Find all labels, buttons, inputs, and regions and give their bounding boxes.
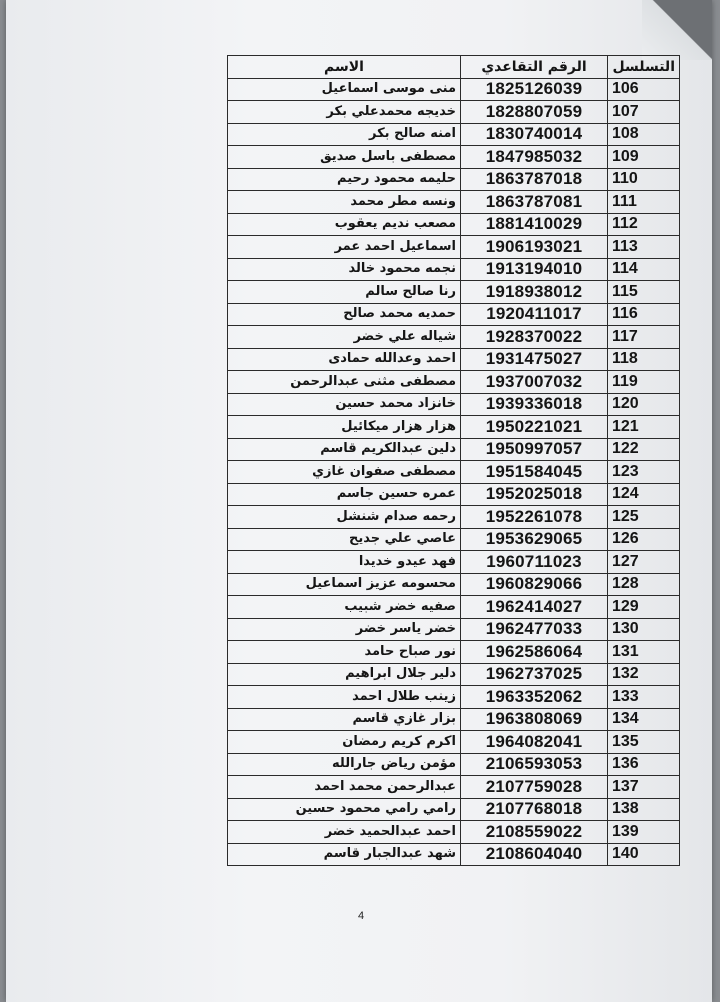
table-row bbox=[228, 596, 680, 619]
table-row bbox=[228, 708, 680, 731]
retirement-number-cell: 1952261078 bbox=[461, 506, 608, 529]
retirement-number-cell: 1962586064 bbox=[461, 641, 608, 664]
table-row bbox=[228, 686, 680, 709]
name-cell: عبدالرحمن محمد احمد bbox=[228, 776, 461, 799]
table-row bbox=[228, 618, 680, 641]
name-cell: اسماعيل احمد عمر bbox=[228, 236, 461, 259]
retirement-number-cell: 1950997057 bbox=[461, 438, 608, 461]
name-cell: رامي رامي محمود حسين bbox=[228, 798, 461, 821]
name-cell: صفيه خضر شبيب bbox=[228, 596, 461, 619]
name-cell: دلير جلال ابراهيم bbox=[228, 663, 461, 686]
retirement-number-cell: 1928370022 bbox=[461, 326, 608, 349]
retirement-number-cell: 1951584045 bbox=[461, 461, 608, 484]
retirement-number-cell: 1964082041 bbox=[461, 731, 608, 754]
table-row bbox=[228, 821, 680, 844]
serial-cell: 127 bbox=[608, 551, 680, 574]
name-cell: ونسه مطر محمد bbox=[228, 191, 461, 214]
header-name: الاسم bbox=[228, 56, 461, 79]
table-row bbox=[228, 213, 680, 236]
serial-cell: 112 bbox=[608, 213, 680, 236]
name-cell: منى موسى اسماعيل bbox=[228, 78, 461, 101]
name-cell: مصطفى باسل صديق bbox=[228, 146, 461, 169]
name-cell: مصطفى صفوان غازي bbox=[228, 461, 461, 484]
table-row bbox=[228, 506, 680, 529]
table-row bbox=[228, 798, 680, 821]
name-cell: خانزاد محمد حسين bbox=[228, 393, 461, 416]
name-cell: رحمه صدام شنشل bbox=[228, 506, 461, 529]
retirement-number-cell: 1950221021 bbox=[461, 416, 608, 439]
serial-cell: 122 bbox=[608, 438, 680, 461]
table-body bbox=[228, 78, 680, 866]
retirement-number-cell: 1918938012 bbox=[461, 281, 608, 304]
retirement-number-cell: 1952025018 bbox=[461, 483, 608, 506]
table-row bbox=[228, 303, 680, 326]
retirement-number-cell: 1906193021 bbox=[461, 236, 608, 259]
table-row bbox=[228, 416, 680, 439]
serial-cell: 128 bbox=[608, 573, 680, 596]
name-cell: نور صباح حامد bbox=[228, 641, 461, 664]
retirement-number-cell: 2107759028 bbox=[461, 776, 608, 799]
serial-cell: 125 bbox=[608, 506, 680, 529]
retirement-number-cell: 2106593053 bbox=[461, 753, 608, 776]
name-cell: مصطفى مثنى عبدالرحمن bbox=[228, 371, 461, 394]
retirement-number-cell: 1920411017 bbox=[461, 303, 608, 326]
table-row bbox=[228, 483, 680, 506]
serial-cell: 135 bbox=[608, 731, 680, 754]
table-row bbox=[228, 438, 680, 461]
page-corner-fold bbox=[642, 0, 712, 60]
table-row bbox=[228, 191, 680, 214]
serial-cell: 139 bbox=[608, 821, 680, 844]
name-cell: هزار هزار ميكائيل bbox=[228, 416, 461, 439]
retirees-table bbox=[227, 55, 680, 866]
table-row bbox=[228, 641, 680, 664]
retirement-number-cell: 2107768018 bbox=[461, 798, 608, 821]
serial-cell: 114 bbox=[608, 258, 680, 281]
retirement-number-cell: 1913194010 bbox=[461, 258, 608, 281]
serial-cell: 119 bbox=[608, 371, 680, 394]
table-row bbox=[228, 663, 680, 686]
serial-cell: 124 bbox=[608, 483, 680, 506]
retirement-number-cell: 1830740014 bbox=[461, 123, 608, 146]
name-cell: خضر ياسر خضر bbox=[228, 618, 461, 641]
serial-cell: 131 bbox=[608, 641, 680, 664]
retirement-number-cell: 1931475027 bbox=[461, 348, 608, 371]
table-row bbox=[228, 776, 680, 799]
table-row bbox=[228, 731, 680, 754]
table-row bbox=[228, 78, 680, 101]
retirement-number-cell: 1863787018 bbox=[461, 168, 608, 191]
serial-cell: 118 bbox=[608, 348, 680, 371]
serial-cell: 137 bbox=[608, 776, 680, 799]
serial-cell: 111 bbox=[608, 191, 680, 214]
table-row bbox=[228, 753, 680, 776]
retirement-number-cell: 1960829066 bbox=[461, 573, 608, 596]
table-row bbox=[228, 528, 680, 551]
serial-cell: 134 bbox=[608, 708, 680, 731]
name-cell: زينب طلال احمد bbox=[228, 686, 461, 709]
header-serial: التسلسل bbox=[608, 56, 680, 79]
table-row bbox=[228, 573, 680, 596]
name-cell: نجمه محمود خالد bbox=[228, 258, 461, 281]
serial-cell: 120 bbox=[608, 393, 680, 416]
table-row bbox=[228, 258, 680, 281]
retirement-number-cell: 1963808069 bbox=[461, 708, 608, 731]
table-row bbox=[228, 371, 680, 394]
retirement-number-cell: 1881410029 bbox=[461, 213, 608, 236]
name-cell: دلين عبدالكريم قاسم bbox=[228, 438, 461, 461]
retirement-number-cell: 1963352062 bbox=[461, 686, 608, 709]
name-cell: بزار غازي قاسم bbox=[228, 708, 461, 731]
table-row bbox=[228, 281, 680, 304]
serial-cell: 110 bbox=[608, 168, 680, 191]
serial-cell: 136 bbox=[608, 753, 680, 776]
retirement-number-cell: 1825126039 bbox=[461, 78, 608, 101]
table-row bbox=[228, 326, 680, 349]
table-row bbox=[228, 236, 680, 259]
serial-cell: 107 bbox=[608, 101, 680, 124]
header-retirement-number: الرقم التقاعدي bbox=[461, 56, 608, 79]
retirement-number-cell: 1863787081 bbox=[461, 191, 608, 214]
name-cell: اكرم كريم رمضان bbox=[228, 731, 461, 754]
name-cell: حمديه محمد صالح bbox=[228, 303, 461, 326]
serial-cell: 109 bbox=[608, 146, 680, 169]
retirement-number-cell: 1962414027 bbox=[461, 596, 608, 619]
table-header-row bbox=[228, 56, 680, 79]
name-cell: محسومه عزيز اسماعيل bbox=[228, 573, 461, 596]
table-row bbox=[228, 461, 680, 484]
retirement-number-cell: 2108559022 bbox=[461, 821, 608, 844]
serial-cell: 138 bbox=[608, 798, 680, 821]
name-cell: احمد وعدالله حمادى bbox=[228, 348, 461, 371]
page-number: 4 bbox=[358, 910, 365, 922]
table-row bbox=[228, 348, 680, 371]
name-cell: شياله علي خضر bbox=[228, 326, 461, 349]
name-cell: عمره حسين جاسم bbox=[228, 483, 461, 506]
serial-cell: 123 bbox=[608, 461, 680, 484]
serial-cell: 132 bbox=[608, 663, 680, 686]
retirement-number-cell: 1937007032 bbox=[461, 371, 608, 394]
retirement-number-cell: 2108604040 bbox=[461, 843, 608, 866]
serial-cell: 108 bbox=[608, 123, 680, 146]
name-cell: شهد عبدالجبار قاسم bbox=[228, 843, 461, 866]
serial-cell: 129 bbox=[608, 596, 680, 619]
retirement-number-cell: 1962477033 bbox=[461, 618, 608, 641]
name-cell: رنا صالح سالم bbox=[228, 281, 461, 304]
retirement-number-cell: 1960711023 bbox=[461, 551, 608, 574]
name-cell: خديجه محمدعلي بكر bbox=[228, 101, 461, 124]
serial-cell: 106 bbox=[608, 78, 680, 101]
serial-cell: 113 bbox=[608, 236, 680, 259]
name-cell: امنه صالح بكر bbox=[228, 123, 461, 146]
table-row bbox=[228, 123, 680, 146]
serial-cell: 121 bbox=[608, 416, 680, 439]
retirement-number-cell: 1962737025 bbox=[461, 663, 608, 686]
name-cell: احمد عبدالحميد خضر bbox=[228, 821, 461, 844]
name-cell: حليمه محمود رحيم bbox=[228, 168, 461, 191]
serial-cell: 115 bbox=[608, 281, 680, 304]
table-row bbox=[228, 146, 680, 169]
serial-cell: 140 bbox=[608, 843, 680, 866]
name-cell: مؤمن رياض جارالله bbox=[228, 753, 461, 776]
name-cell: فهد عيدو خديدا bbox=[228, 551, 461, 574]
table-row bbox=[228, 843, 680, 866]
name-cell: مصعب نديم يعقوب bbox=[228, 213, 461, 236]
retirement-number-cell: 1828807059 bbox=[461, 101, 608, 124]
document-page bbox=[6, 0, 712, 1002]
retirement-number-cell: 1953629065 bbox=[461, 528, 608, 551]
table-row bbox=[228, 393, 680, 416]
serial-cell: 130 bbox=[608, 618, 680, 641]
table-row bbox=[228, 551, 680, 574]
serial-cell: 126 bbox=[608, 528, 680, 551]
serial-cell: 116 bbox=[608, 303, 680, 326]
table-row bbox=[228, 101, 680, 124]
retirement-number-cell: 1847985032 bbox=[461, 146, 608, 169]
serial-cell: 133 bbox=[608, 686, 680, 709]
serial-cell: 117 bbox=[608, 326, 680, 349]
name-cell: عاصي علي جديح bbox=[228, 528, 461, 551]
retirement-number-cell: 1939336018 bbox=[461, 393, 608, 416]
table-row bbox=[228, 168, 680, 191]
